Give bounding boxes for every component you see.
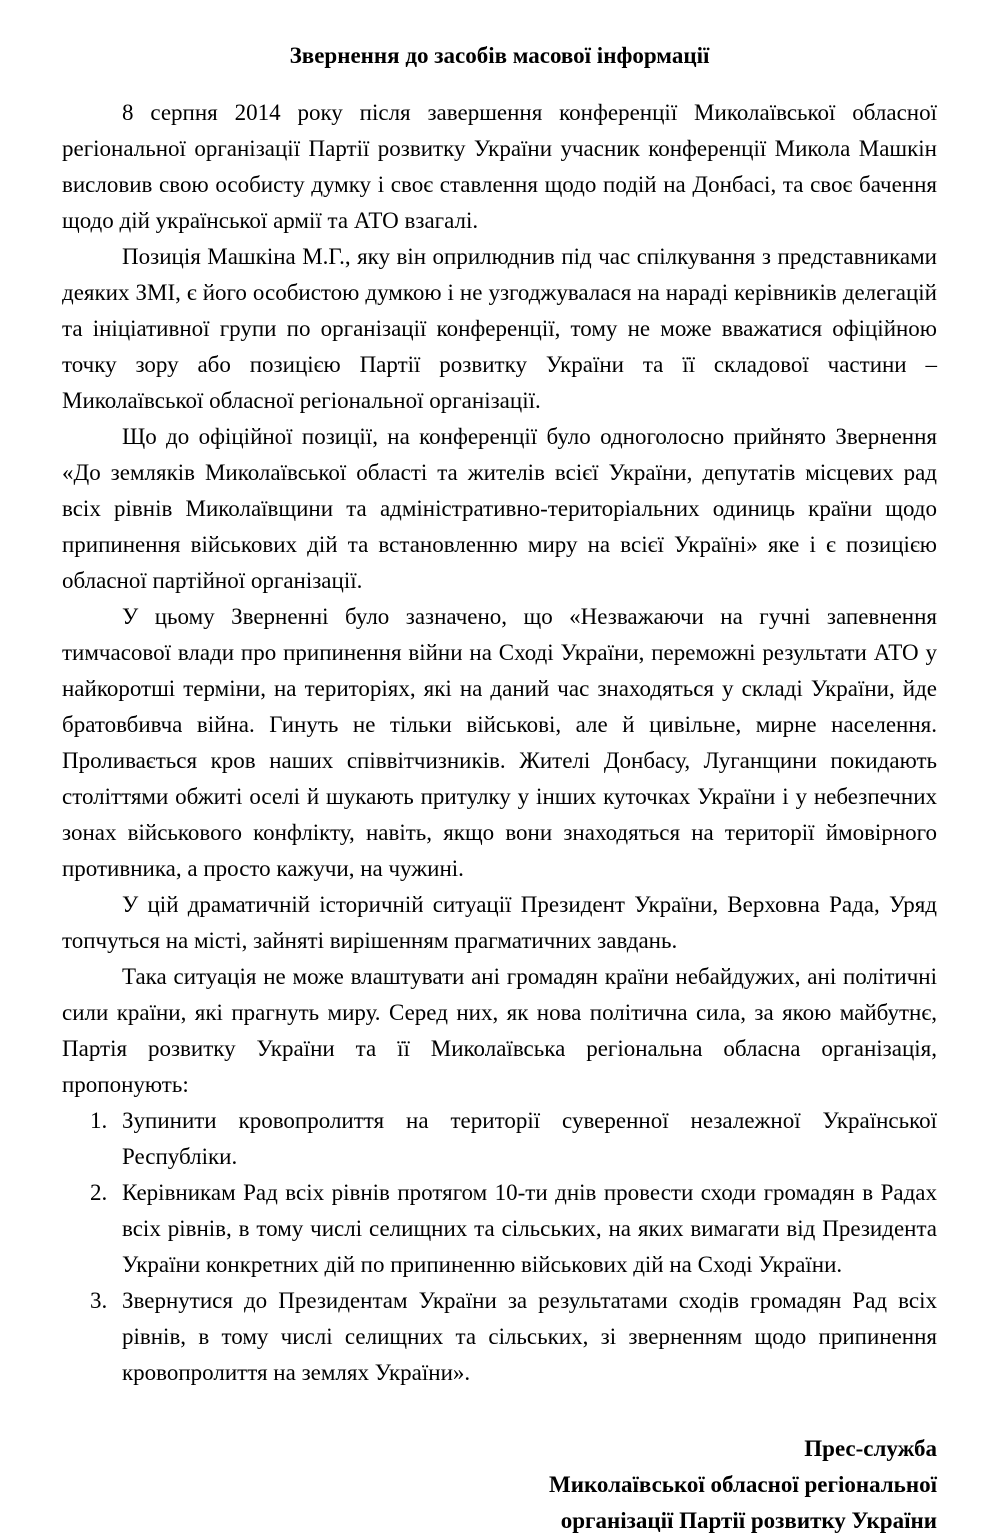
list-item-text: Звернутися до Президентам України за результатами сходів громадян Рад всіх рівнів, в тому числі селищних та сільських, зі зверненням щодо припинення кровопролиття на землях України». [122, 1288, 937, 1385]
list-item-text: Зупинити кровопролиття на території суверенної незалежної Української Республіки. [122, 1108, 937, 1169]
signature-line-organization-region: Миколаївської обласної регіональної [549, 1472, 937, 1497]
list-item [62, 1103, 937, 1175]
list-item [62, 1175, 937, 1283]
list-item-number: 3. [90, 1288, 108, 1313]
proposals-list [62, 1103, 937, 1391]
document-title: Звернення до засобів масової інформації [289, 43, 710, 68]
list-item-number: 2. [90, 1180, 108, 1205]
list-item [62, 1283, 937, 1391]
paragraph-2: Позиція Машкіна М.Г., яку він оприлюднив під час спілкування з представниками деяких ЗМІ, є його особистою думкою і не узгоджувалася на нараді керівників делегацій та ініціативної групи по організації конференції, тому не може вважатися офіційною точку зору або позицією Партії розвитку України та її складової частини – Миколаївської обласної регіональної організації. [62, 244, 937, 413]
paragraph-1: 8 серпня 2014 року після завершення конференції Миколаївської обласної регіональної організації Партії розвитку України учасник конференції Микола Машкін висловив свою особисту думку і своє ставлення щодо подій на Донбасі, та своє бачення щодо дій української армії та АТО взагалі. [62, 100, 937, 233]
paragraph-3: Що до офіційної позиції, на конференції було одноголосно прийнято Звернення «До земляків Миколаївської області та жителів всієї України, депутатів місцевих рад всіх рівнів Миколаївщини та адміністративно-територіальних одиниць країни щодо припинення військових дій та встановленню миру на всієї Україні» яке і є позицією обласної партійної організації. [62, 424, 937, 593]
list-item-text: Керівникам Рад всіх рівнів протягом 10-ти днів провести сходи громадян в Радах всіх рівнів, в тому числі селищних та сільських, на яких вимагати від Президента України конкретних дій по припиненню військових дій на Сході України. [122, 1180, 937, 1277]
signature-line-organization-party: організації Партії розвитку України [560, 1508, 937, 1533]
paragraph-5: У цій драматичній історичній ситуації Президент України, Верховна Рада, Уряд топчуться на місті, зайняті вирішенням прагматичних завдань. [62, 892, 937, 953]
paragraph-6: Така ситуація не може влаштувати ані громадян країни небайдужих, ані політичні сили країни, які прагнуть миру. Серед них, як нова політична сила, за якою майбутнє, Партія розвитку України та її Миколаївська регіональна обласна організація, пропонують: [62, 964, 937, 1097]
paragraph-4: У цьому Зверненні було зазначено, що «Незважаючи на гучні запевнення тимчасової влади про припинення війни на Сході України, переможні результати АТО у найкоротші терміни, на територіях, які на даний час знаходяться у складі України, йде братовбивча війна. Гинуть не тільки військові, але й цивільне, мирне населення. Проливається кров наших співвітчизників. Жителі Донбасу, Луганщини покидають століттями обжиті оселі й шукають притулку у інших куточках України і у небезпечних зонах військового конфлікту, навіть, якщо вони знаходяться на території ймовірного противника, а просто кажучи, на чужині. [62, 604, 937, 881]
signature-line-press-service: Прес-служба [804, 1436, 937, 1461]
list-item-number: 1. [90, 1108, 108, 1133]
signature-block [62, 1431, 937, 1539]
